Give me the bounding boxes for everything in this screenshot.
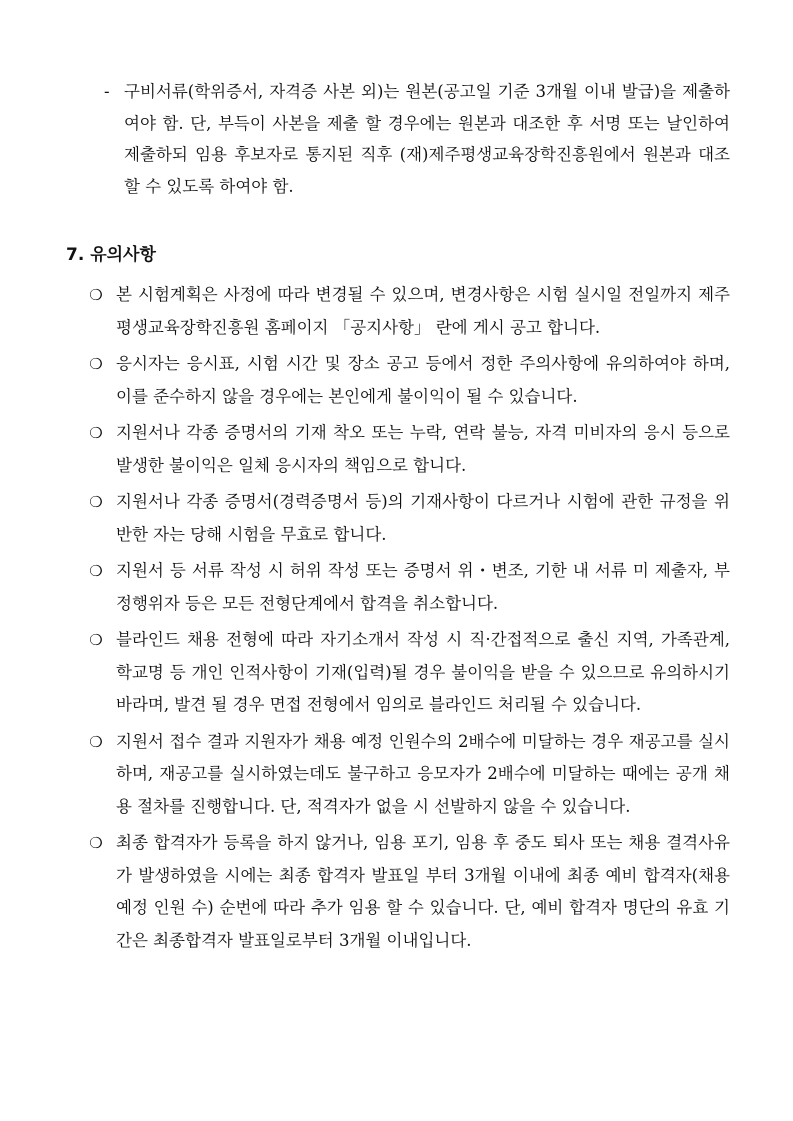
list-item-text: 블라인드 채용 전형에 따라 자기소개서 작성 시 직·간접적으로 출신 지역, 가족관계, 학교명 등 개인 인적사항이 기재(입력)될 경우 불이익을 받을 수 있으므로 유의하시기 바라며, 발견 될 경우 면접 전형에서 임의로 블라인드 처리될 수 있습니다. bbox=[116, 630, 730, 714]
circle-bullet-icon: ❍ bbox=[89, 355, 103, 373]
circle-bullet-icon: ❍ bbox=[89, 732, 103, 751]
circle-bullet-icon: ❍ bbox=[89, 631, 103, 649]
list-item bbox=[88, 279, 730, 344]
list-item-text: 응시자는 응시표, 시험 시간 및 장소 공고 등에서 정한 주의사항에 유의하여야 하며, 이를 준수하지 않을 경우에는 본인에게 불이익이 될 수 있습니다. bbox=[116, 354, 730, 406]
list-item-text: 지원서나 각종 증명서의 기재 착오 또는 누락, 연락 불능, 자격 미비자의 응시 등으로 발생한 불이익은 일체 응시자의 책임으로 합니다. bbox=[116, 423, 730, 475]
circle-bullet-icon: ❍ bbox=[89, 834, 103, 852]
list-item bbox=[88, 417, 730, 482]
required-documents-text: 구비서류(학위증서, 자격증 사본 외)는 원본(공고일 기준 3개월 이내 발급)을 제출하여야 함. 단, 부득이 사본을 제출 할 경우에는 원본과 대조한 후 서명 또는 날인하여 제출하되 임용 후보자로 통지된 직후 (재)제주평생교육장학진흥원에서 원본과 대조할 수 있도록 하여야 함. bbox=[124, 82, 730, 196]
circle-bullet-icon: ❍ bbox=[89, 493, 103, 511]
circle-bullet-icon: ❍ bbox=[89, 424, 103, 442]
list-item bbox=[88, 555, 730, 620]
circle-bullet-icon: ❍ bbox=[89, 286, 103, 304]
circle-bullet-icon: ❍ bbox=[89, 562, 103, 580]
notice-list bbox=[88, 279, 730, 961]
dash-marker: - bbox=[104, 82, 110, 101]
list-item bbox=[88, 726, 730, 824]
list-item-text: 지원서 접수 결과 지원자가 채용 예정 인원수의 2배수에 미달하는 경우 재공고를 실시하며, 재공고를 실시하였는데도 불구하고 응모자가 2배수에 미달하는 때에는 공개 채용 절차를 진행합니다. 단, 적격자가 없을 시 선발하지 않을 수 있습니다. bbox=[116, 731, 730, 816]
list-item bbox=[88, 827, 730, 957]
list-item-text: 지원서나 각종 증명서(경력증명서 등)의 기재사항이 다르거나 시험에 관한 규정을 위반한 자는 당해 시험을 무효로 합니다. bbox=[116, 492, 730, 544]
list-item-text: 본 시험계획은 사정에 따라 변경될 수 있으며, 변경사항은 시험 실시일 전일까지 제주평생교육장학진흥원 홈페이지 「공지사항」 란에 게시 공고 합니다. bbox=[116, 285, 730, 337]
required-documents-note bbox=[104, 76, 730, 202]
list-item-text: 최종 합격자가 등록을 하지 않거나, 임용 포기, 임용 후 중도 퇴사 또는 채용 결격사유가 발생하였을 시에는 최종 합격자 발표일 부터 3개월 이내에 최종 예비 합격자(채용 예정 인원 수) 순번에 따라 추가 임용 할 수 있습니다. 단, 예비 합격자 명단의 유효 기간은 최종합격자 발표일로부터 3개월 이내입니다. bbox=[116, 833, 730, 950]
section-heading: 7. 유의사항 bbox=[66, 245, 156, 265]
list-item-text: 지원서 등 서류 작성 시 허위 작성 또는 증명서 위・변조, 기한 내 서류 미 제출자, 부정행위자 등은 모든 전형단계에서 합격을 취소합니다. bbox=[116, 561, 730, 613]
list-item bbox=[88, 486, 730, 551]
list-item bbox=[88, 624, 730, 722]
list-item bbox=[88, 348, 730, 413]
